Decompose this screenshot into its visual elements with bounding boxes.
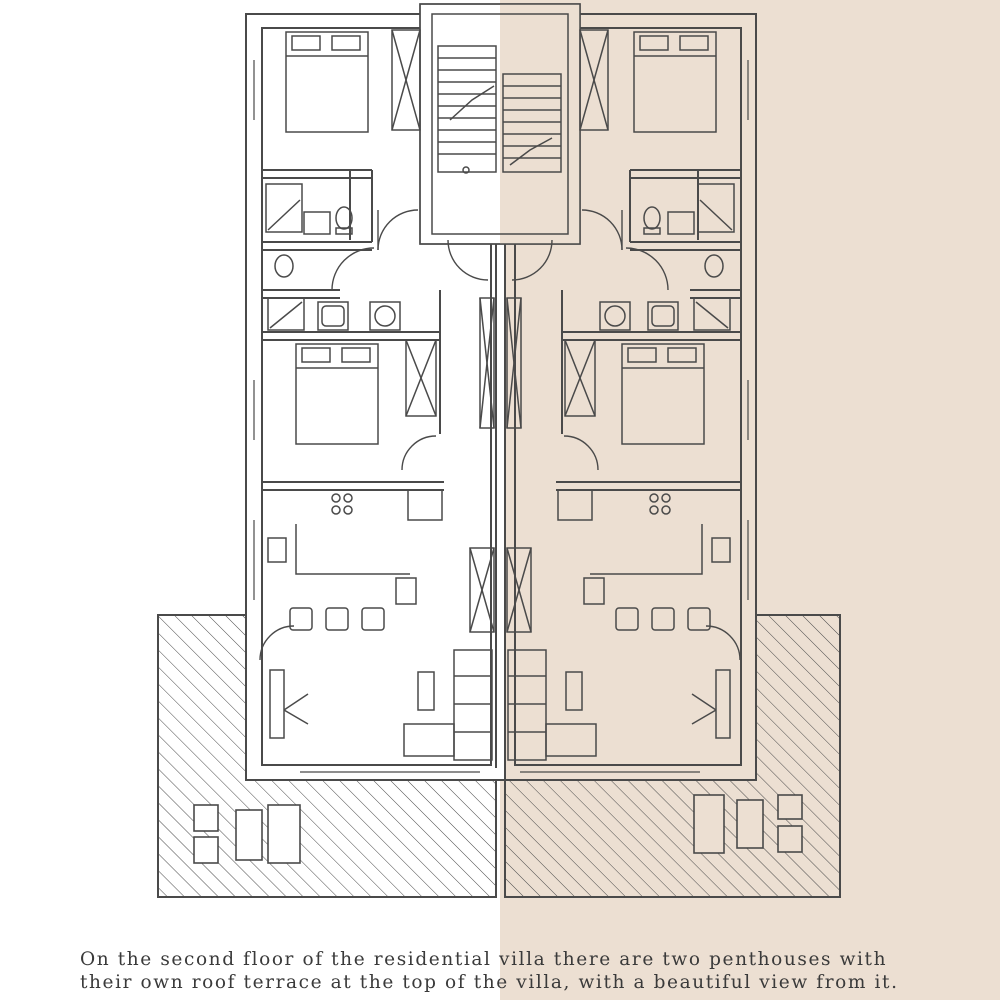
caption-line-2: their own roof terrace at the top of the villa, with a beautiful view from it. (80, 972, 899, 993)
caption-text (80, 948, 980, 994)
caption-line-1: On the second floor of the residential villa there are two penthouses with (80, 949, 888, 970)
stair-core (420, 4, 580, 244)
